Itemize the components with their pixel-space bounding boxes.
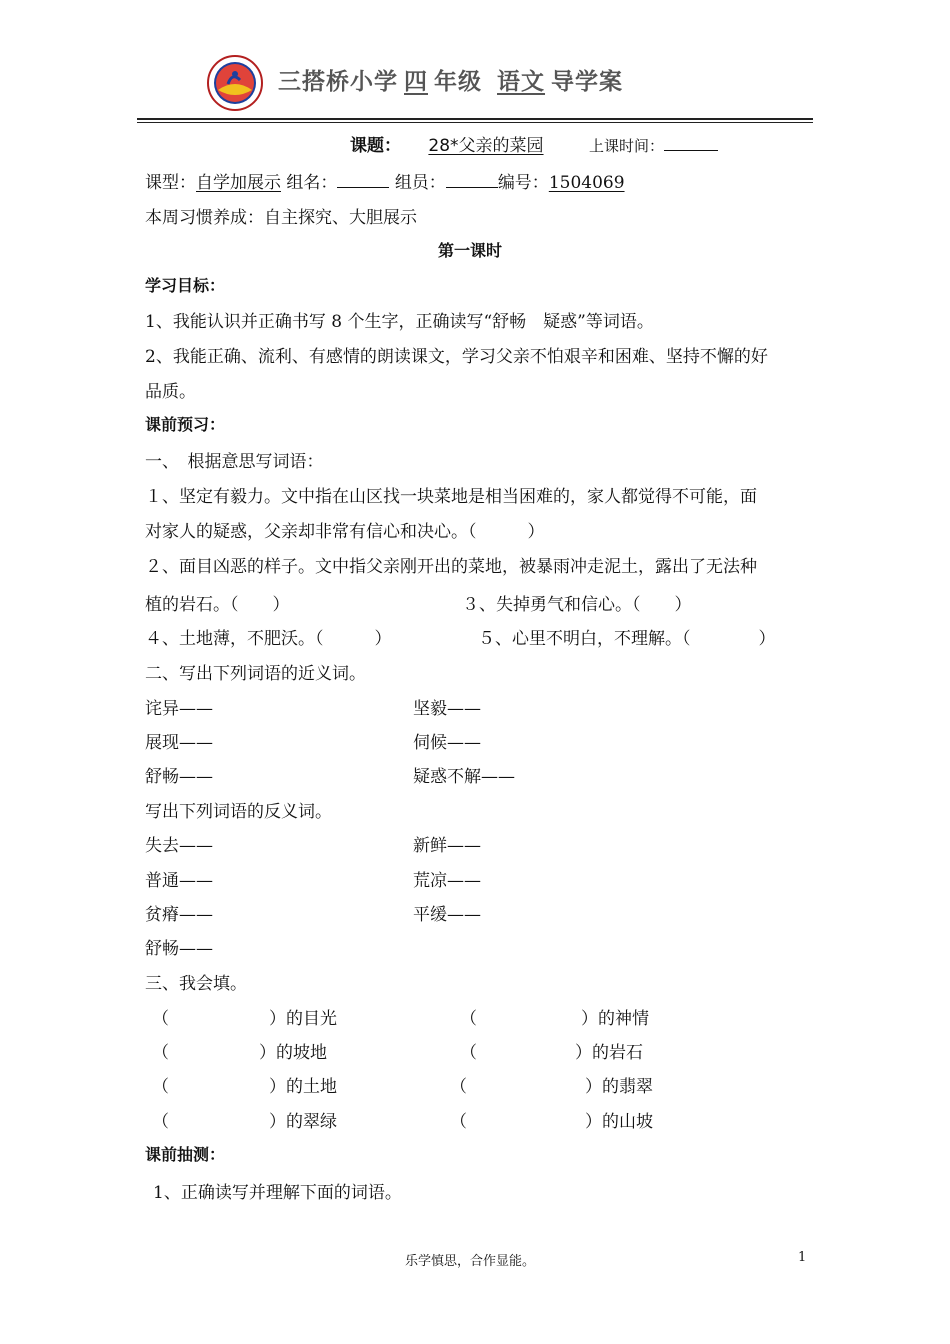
synonym-item: 展现—— [145, 733, 213, 753]
lesson-title-row [350, 131, 718, 156]
q5: ５、心里不明白，不理解。（ ） [478, 629, 776, 649]
group-blank [337, 173, 389, 188]
fill-item: （ ）的坡地 [152, 1043, 327, 1063]
q1-line1: １、坚定有毅力。文中指在山区找一块菜地是相当困难的，家人都觉得不可能，面 [145, 487, 757, 507]
goals-heading: 学习目标： [145, 276, 226, 295]
school-logo [206, 54, 264, 112]
antonym-item: 荒凉—— [413, 871, 481, 891]
fill-item: （ ）的翡翠 [450, 1077, 653, 1097]
fill-text: 的岩石 [592, 1043, 643, 1063]
fill-text: 的神情 [598, 1009, 649, 1029]
goal-item-1: 1、我能认识并正确书写 8 个生字，正确读写“舒畅 疑惑”等词语。 [145, 312, 654, 332]
fill-item: （ ）的岩石 [460, 1043, 643, 1063]
part1-title: 一、 根据意思写词语： [145, 452, 324, 472]
lesson-title: 28*父亲的菜园 [428, 136, 544, 156]
part2-title: 二、写出下列词语的近义词。 [145, 664, 366, 684]
footer-motto: 乐学慎思，合作显能。 [405, 1254, 536, 1269]
antonym-item: 失去—— [145, 836, 213, 856]
fill-text: 的翠绿 [286, 1112, 337, 1132]
habit-line: 本周习惯养成：自主探究、大胆展示 [145, 208, 417, 228]
q4: ４、土地薄，不肥沃。（ ） [145, 629, 392, 649]
fill-item: （ ）的土地 [152, 1077, 337, 1097]
fill-item: （ ）的翠绿 [152, 1112, 337, 1132]
header-title [278, 63, 623, 96]
fill-item: （ ）的神情 [460, 1009, 649, 1029]
antonym-title: 写出下列词语的反义词。 [145, 802, 332, 822]
subject-value: 语文 [497, 69, 546, 95]
preview-heading: 课前预习： [145, 415, 226, 434]
type-value: 自学加展示 [196, 173, 281, 193]
fill-text: 的土地 [286, 1077, 337, 1097]
q2-line1: ２、面目凶恶的样子。文中指父亲刚开出的菜地，被暴雨冲走泥土，露出了无法种 [145, 557, 757, 577]
member-blank [446, 173, 498, 188]
fill-text: 的翡翠 [602, 1077, 653, 1097]
part3-title: 三、我会填。 [145, 974, 247, 994]
synonym-item: 诧异—— [145, 699, 213, 719]
type-label: 课型： [145, 173, 196, 193]
synonym-item: 舒畅—— [145, 767, 213, 787]
synonym-item: 疑惑不解—— [413, 767, 515, 787]
fill-text: 的山坡 [602, 1112, 653, 1132]
number-label: 编号： [497, 173, 549, 193]
antonym-item: 普通—— [145, 871, 213, 891]
group-label: 组名： [286, 173, 338, 193]
q3: ３、失掉勇气和信心。（ ） [462, 595, 692, 615]
grade-suffix: 年级 [434, 69, 482, 95]
member-label: 组员： [394, 173, 446, 193]
period-heading: 第一课时 [438, 241, 503, 260]
test-item-1: 1、正确读写并理解下面的词语。 [153, 1183, 402, 1203]
fill-item: （ ）的山坡 [450, 1112, 653, 1132]
antonym-item: 舒畅—— [145, 939, 213, 959]
header-rule-thick [137, 118, 813, 120]
q2-line2: 植的岩石。（ ） [145, 595, 290, 615]
header-rule-thin [137, 122, 813, 123]
synonym-item: 坚毅—— [413, 699, 481, 719]
goal-item-2-line2: 品质。 [145, 382, 196, 402]
q1-line2: 对家人的疑惑，父亲却非常有信心和决心。（ ） [145, 522, 545, 542]
test-heading: 课前抽测： [145, 1145, 226, 1164]
info-row [145, 168, 625, 193]
doc-type: 导学案 [551, 69, 624, 95]
goal-item-2-line1: 2、我能正确、流利、有感情的朗读课文，学习父亲不怕艰辛和困难、坚持不懈的好 [145, 347, 768, 367]
class-time-label: 上课时间： [588, 137, 664, 155]
fill-text: 的坡地 [276, 1043, 327, 1063]
fill-text: 的目光 [286, 1009, 337, 1029]
antonym-item: 新鲜—— [413, 836, 481, 856]
page-number: 1 [798, 1250, 807, 1265]
antonym-item: 平缓—— [413, 905, 481, 925]
synonym-item: 伺候—— [413, 733, 481, 753]
lesson-title-label: 课题： [350, 136, 401, 156]
number-value: 1504069 [548, 173, 625, 193]
antonym-item: 贫瘠—— [145, 905, 213, 925]
grade-value: 四 [404, 69, 428, 95]
school-name: 三搭桥小学 [278, 69, 398, 95]
fill-item: （ ）的目光 [152, 1009, 337, 1029]
class-time-blank [664, 136, 718, 151]
